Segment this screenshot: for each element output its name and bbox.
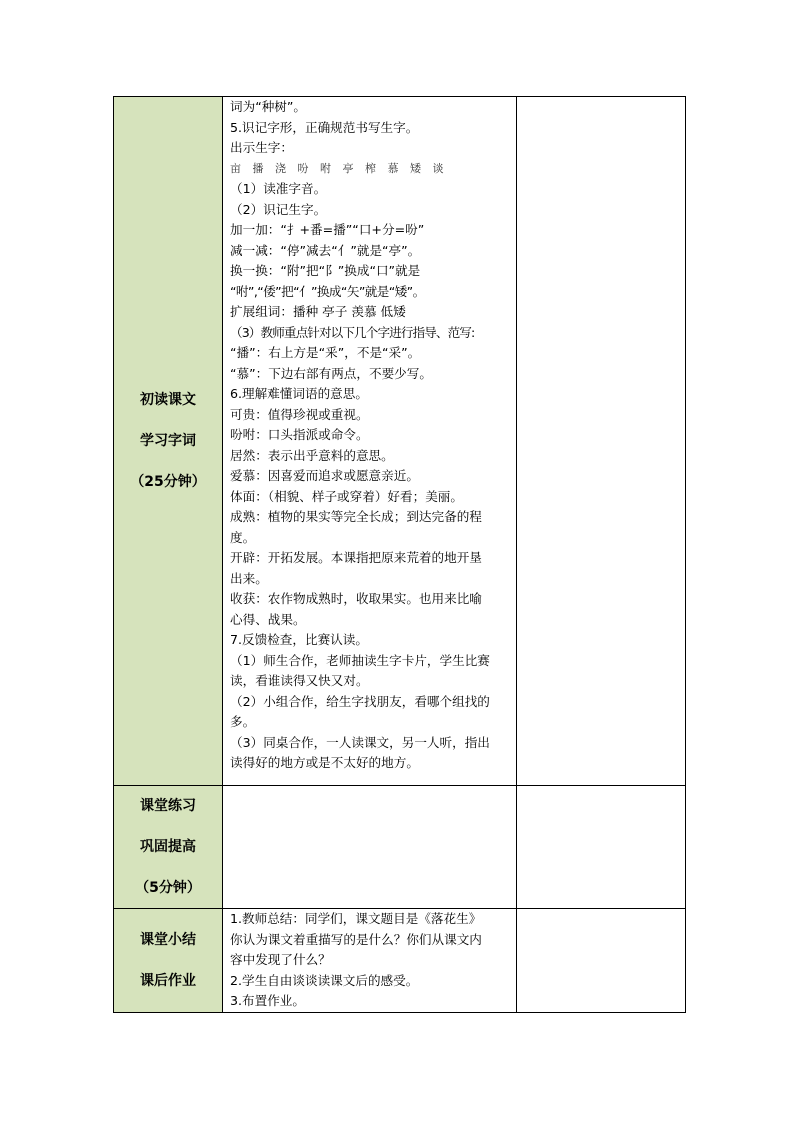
content-line: “慕”：下边右部有两点，不要少写。: [230, 365, 432, 381]
lesson-plan-table: [113, 96, 686, 1013]
content-line: 出来。: [230, 570, 268, 586]
content-line: 扩展组词：播种 亭子 羡慕 低矮: [230, 304, 406, 319]
content-line: 1.教师总结：同学们，课文题目是《落花生》: [230, 911, 482, 926]
content-line: 心得、战果。: [230, 611, 306, 627]
section-row-practice: [114, 786, 686, 909]
content-line: 出示生字：: [230, 140, 293, 155]
section-label-cell: [114, 909, 223, 1013]
section-row-summary: [114, 909, 686, 1013]
content-line: 加一加：“扌+番=播”“口+分=吩”: [230, 222, 425, 237]
content-line: “播”：右上方是“釆”，不是“采”。: [230, 345, 421, 360]
content-line: 度。: [230, 529, 256, 545]
section-label-line: （25分钟）: [130, 474, 206, 490]
content-line: 换一换：“附”把“阝”换成“口”就是: [230, 263, 421, 278]
section-label-line: 课堂练习: [140, 798, 196, 814]
content-line: 容中发现了什么？: [230, 952, 331, 967]
section-content-cell: [223, 909, 517, 1013]
content-line: 5.识记字形，正确规范书写生字。: [230, 119, 419, 135]
content-line: 7.反馈检查，比赛认读。: [230, 632, 368, 647]
content-line: 开辟：开拓发展。本课指把原来荒着的地开垦: [230, 550, 482, 565]
section-label-line: 巩固提高: [140, 839, 196, 855]
content-line: 减一减：“停”减去“亻”就是“亭”。: [230, 242, 421, 258]
new-characters-line: 亩 播 浇 吩 咐 亭 榨 慕 矮 谈: [230, 161, 448, 175]
section-label-line: （5分钟）: [135, 880, 201, 896]
section-content-cell: [223, 786, 517, 909]
content-line: 6.理解难懂词语的意思。: [230, 386, 368, 401]
notes-cell: [517, 909, 686, 1013]
section-content-cell: [223, 97, 517, 786]
section-label-line: 课堂小结: [140, 932, 196, 948]
section-label-line: 初读课文: [140, 392, 196, 408]
content-line: 收获：农作物成熟时，收取果实。也用来比喻: [230, 591, 482, 606]
content-line: 成熟：植物的果实等完全长成；到达完备的程: [230, 509, 482, 524]
content-line: 吩咐：口头指派或命令。: [230, 427, 369, 442]
content-line: 多。: [230, 714, 256, 729]
section-label-cell: [114, 786, 223, 909]
content-line: （1）师生合作，老师抽读生字卡片，学生比赛: [230, 652, 490, 668]
section-row-first-reading: [114, 97, 686, 786]
content-line: （2）识记生字。: [230, 201, 327, 217]
section-label-line: 课后作业: [140, 973, 196, 989]
content-line: 可贵：值得珍视或重视。: [230, 406, 369, 422]
section-label-cell: [114, 97, 223, 786]
content-line: （3）同桌合作，一人读课文，另一人听，指出: [230, 734, 490, 750]
content-line: （1）读准字音。: [230, 181, 327, 196]
section-label-line: 学习字词: [140, 433, 196, 449]
notes-cell: [517, 786, 686, 909]
content-line: 你认为课文着重描写的是什么？你们从课文内: [230, 931, 482, 947]
content-line: 2.学生自由谈谈读课文后的感受。: [230, 972, 419, 988]
content-line: “咐”,“倭”把“亻”换成“矢”就是“矮”。: [230, 283, 425, 299]
content-line: 读得好的地方或是不太好的地方。: [230, 755, 419, 770]
notes-cell: [517, 97, 686, 786]
content-line: 体面：（相貌、样子或穿着）好看；美丽。: [230, 488, 463, 504]
content-line: 爱慕：因喜爱而追求或愿意亲近。: [230, 468, 419, 483]
content-line: 居然：表示出乎意料的意思。: [230, 447, 394, 463]
content-line: （3）教师重点针对以下几个字进行指导、范写:: [230, 324, 475, 340]
content-line: （2）小组合作，给生字找朋友，看哪个组找的: [230, 693, 490, 709]
content-line: 读，看谁读得又快又对。: [230, 673, 369, 688]
content-line: 词为“种树”。: [230, 99, 307, 114]
content-line: 3.布置作业。: [230, 993, 305, 1008]
